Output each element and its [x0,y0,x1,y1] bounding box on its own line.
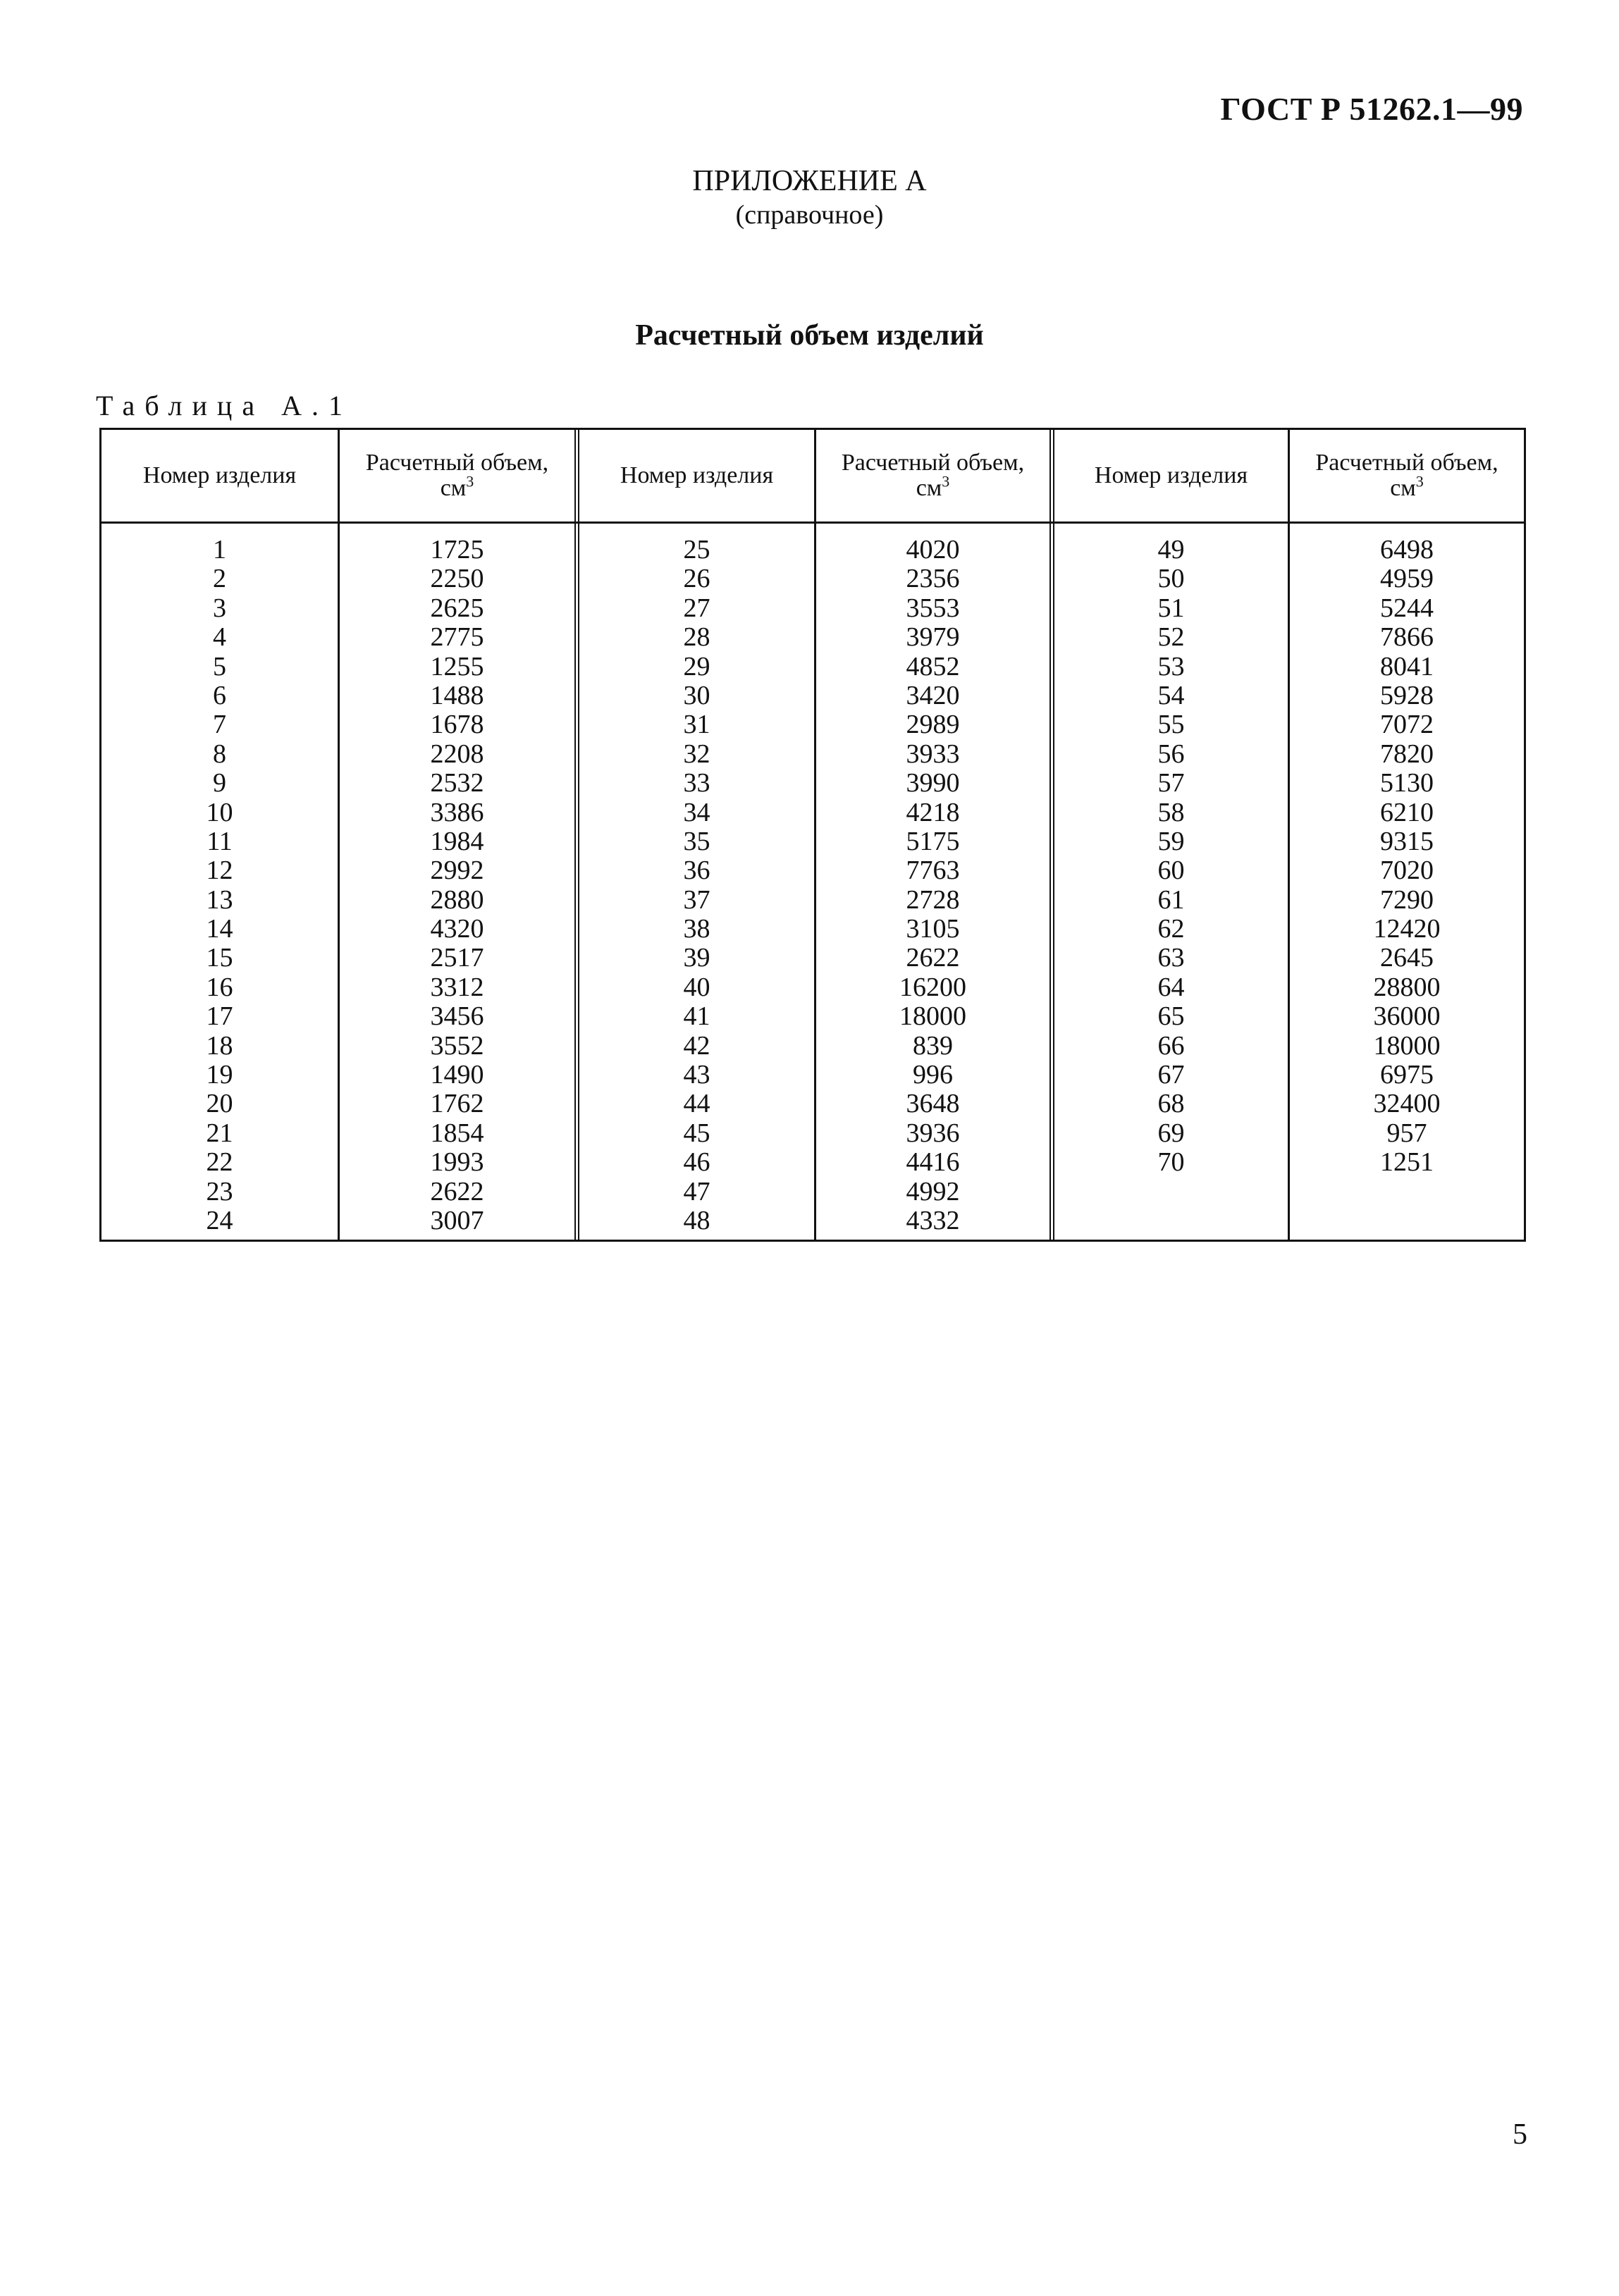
volume-cell: 2989 [906,710,960,740]
item-number-cell: 23 [206,1176,233,1206]
volume-cell: 2728 [906,884,960,915]
item-number-cell: 17 [206,1001,233,1032]
header-volume-unit: см [1390,475,1416,501]
item-number-cell: 1 [213,535,226,564]
volume-cell: 1678 [430,710,484,740]
item-number-cell: 32 [683,739,710,769]
volume-cell: 2645 [1380,943,1434,973]
volume-cell: 5130 [1380,768,1434,798]
item-number-cell: 38 [683,914,710,944]
item-number-cell: 67 [1157,1060,1185,1090]
item-number-column [579,536,814,1235]
item-number-cell: 43 [683,1060,710,1090]
volume-cell: 6975 [1380,1060,1434,1090]
item-number-cell: 47 [683,1176,710,1206]
header-volume-exponent: 3 [1415,472,1424,490]
item-number-cell: 20 [206,1089,233,1119]
item-number-cell: 30 [683,680,710,710]
header-divider [101,521,1524,524]
item-number-cell: 53 [1157,651,1185,681]
appendix-heading [0,163,1619,231]
item-number-cell: 62 [1157,914,1185,944]
item-number-cell: 31 [683,710,710,740]
volume-cell: 4320 [430,914,484,944]
volume-cell: 3105 [906,914,960,944]
volume-cell: 4020 [906,535,960,564]
volume-cell: 2622 [906,943,960,973]
volume-cell: 3648 [906,1089,960,1119]
volume-cell: 3312 [430,972,484,1002]
volume-cell: 4218 [906,797,960,827]
volume-cell: 7763 [906,856,960,886]
header-volume-unit: см [916,475,942,501]
volume-cell: 1488 [430,680,484,710]
item-number-cell: 27 [683,593,710,623]
header-item-number-label: Номер изделия [142,462,297,488]
volume-cell: 2517 [430,943,484,973]
volume-cell: 3552 [430,1030,484,1061]
header-volume-line1: Расчетный объем, [1315,450,1498,476]
volume-column [1290,536,1524,1178]
volume-cell: 8041 [1380,651,1434,681]
item-number-column [101,536,338,1235]
item-number-cell: 55 [1157,710,1185,740]
volume-cell: 6210 [1380,797,1434,827]
item-number-cell: 52 [1157,622,1185,653]
volume-cell: 2622 [430,1176,484,1206]
volume-cell: 7820 [1380,739,1434,769]
item-number-cell: 28 [683,622,710,653]
volume-cell: 5928 [1380,680,1434,710]
item-number-cell: 36 [683,856,710,886]
volume-cell: 5244 [1380,593,1434,623]
volume-cell: 996 [913,1060,953,1090]
volume-cell: 1251 [1380,1147,1434,1178]
volume-cell: 3553 [906,593,960,623]
volume-cell: 28800 [1373,972,1441,1002]
item-number-cell: 60 [1157,856,1185,886]
volume-cell: 1762 [430,1089,484,1119]
volume-cell: 4416 [906,1147,960,1178]
item-number-cell: 16 [206,972,233,1002]
volume-cell: 2532 [430,768,484,798]
header-volume-exponent: 3 [942,472,950,490]
item-number-cell: 50 [1157,564,1185,594]
header-item-number [579,430,814,521]
volume-cell: 12420 [1373,914,1441,944]
volume-column [340,536,574,1235]
volume-cell: 1993 [430,1147,484,1178]
volume-cell: 3933 [906,739,960,769]
volume-cell: 32400 [1373,1089,1441,1119]
volume-cell: 2208 [430,739,484,769]
header-volume-label [1315,450,1498,501]
volume-cell: 6498 [1380,535,1434,564]
item-number-cell: 45 [683,1118,710,1148]
item-number-cell: 56 [1157,739,1185,769]
item-number-cell: 10 [206,797,233,827]
item-number-cell: 34 [683,797,710,827]
header-volume-unit: см [440,475,467,501]
volume-column [816,536,1049,1235]
item-number-cell: 12 [206,856,233,886]
item-number-cell: 64 [1157,972,1185,1002]
document-code: ГОСТ Р 51262.1—99 [1220,91,1523,127]
item-number-cell: 68 [1157,1089,1185,1119]
volume-cell: 4959 [1380,564,1434,594]
volume-cell: 9315 [1380,826,1434,856]
page-number: 5 [1513,2118,1527,2151]
item-number-cell: 6 [213,680,226,710]
item-number-cell: 2 [213,564,226,594]
volume-cell: 3420 [906,680,960,710]
volume-cell: 2625 [430,593,484,623]
item-number-cell: 44 [683,1089,710,1119]
header-volume-line1: Расчетный объем, [841,450,1025,476]
item-number-cell: 11 [207,826,233,856]
item-number-cell: 22 [206,1147,233,1178]
table-caption: Таблица А.1 [96,390,352,421]
volume-cell: 3007 [430,1205,484,1235]
volume-cell: 4992 [906,1176,960,1206]
appendix-title: ПРИЛОЖЕНИЕ А [692,165,927,197]
item-number-cell: 57 [1157,768,1185,798]
volume-cell: 7020 [1380,856,1434,886]
volume-cell: 3979 [906,622,960,653]
column-group-divider [1049,430,1054,1240]
volume-cell: 1490 [430,1060,484,1090]
item-number-cell: 41 [683,1001,710,1032]
item-number-cell: 14 [206,914,233,944]
item-number-cell: 40 [683,972,710,1002]
volume-cell: 3990 [906,768,960,798]
item-number-cell: 35 [683,826,710,856]
header-item-number-label: Номер изделия [1094,462,1248,488]
item-number-cell: 61 [1157,884,1185,915]
item-number-cell: 26 [683,564,710,594]
item-number-cell: 39 [683,943,710,973]
volume-cell: 16200 [899,972,966,1002]
volume-cell: 3936 [906,1118,960,1148]
volume-cell: 7866 [1380,622,1434,653]
item-number-cell: 19 [206,1060,233,1090]
volume-cell: 7072 [1380,710,1434,740]
appendix-note: (справочное) [735,200,884,230]
item-number-cell: 24 [206,1205,233,1235]
item-number-cell: 42 [683,1030,710,1061]
item-number-cell: 59 [1157,826,1185,856]
item-number-cell: 48 [683,1205,710,1235]
volume-cell: 1255 [430,651,484,681]
header-volume [1290,430,1524,521]
item-number-cell: 49 [1157,535,1185,564]
item-number-cell: 25 [683,535,710,564]
header-volume [816,430,1049,521]
item-number-cell: 5 [213,651,226,681]
item-number-cell: 18 [206,1030,233,1061]
volume-cell: 4332 [906,1205,960,1235]
header-volume-label [366,450,548,501]
section-title: Расчетный объем изделий [635,319,984,352]
volume-cell: 4852 [906,651,960,681]
header-item-number-label: Номер изделия [620,462,774,488]
item-number-cell: 46 [683,1147,710,1178]
header-volume-line1: Расчетный объем, [365,450,549,476]
item-number-cell: 66 [1157,1030,1185,1061]
item-number-cell: 15 [206,943,233,973]
item-number-cell: 69 [1157,1118,1185,1148]
volume-cell: 2880 [430,884,484,915]
item-number-cell: 54 [1157,680,1185,710]
item-number-cell: 58 [1157,797,1185,827]
item-number-cell: 8 [213,739,226,769]
item-number-cell: 9 [213,768,226,798]
volume-cell: 2250 [430,564,484,594]
item-number-cell: 63 [1157,943,1185,973]
volume-cell: 18000 [899,1001,966,1032]
volume-cell: 2775 [430,622,484,653]
item-number-cell: 51 [1157,593,1185,623]
volume-cell: 7290 [1380,884,1434,915]
volume-cell: 1984 [430,826,484,856]
item-number-cell: 21 [206,1118,233,1148]
volume-cell: 957 [1386,1118,1427,1148]
volume-cell: 18000 [1373,1030,1441,1061]
volume-cell: 36000 [1373,1001,1441,1032]
item-number-cell: 3 [213,593,226,623]
volume-cell: 2992 [430,856,484,886]
volume-cell: 839 [913,1030,953,1061]
item-number-cell: 4 [213,622,226,653]
volume-cell: 3386 [430,797,484,827]
item-number-column [1054,536,1288,1178]
volume-table [99,428,1526,1242]
item-number-cell: 37 [683,884,710,915]
header-volume-label [842,450,1024,501]
volume-cell: 5175 [906,826,960,856]
column-group-divider [574,430,579,1240]
volume-cell: 1854 [430,1118,484,1148]
header-item-number [1054,430,1288,521]
header-item-number [101,430,338,521]
volume-cell: 3456 [430,1001,484,1032]
item-number-cell: 7 [213,710,226,740]
volume-cell: 2356 [906,564,960,594]
item-number-cell: 29 [683,651,710,681]
item-number-cell: 70 [1157,1147,1185,1178]
header-volume [340,430,574,521]
volume-cell: 1725 [430,535,484,564]
item-number-cell: 13 [206,884,233,915]
item-number-cell: 65 [1157,1001,1185,1032]
header-volume-exponent: 3 [466,472,474,490]
item-number-cell: 33 [683,768,710,798]
